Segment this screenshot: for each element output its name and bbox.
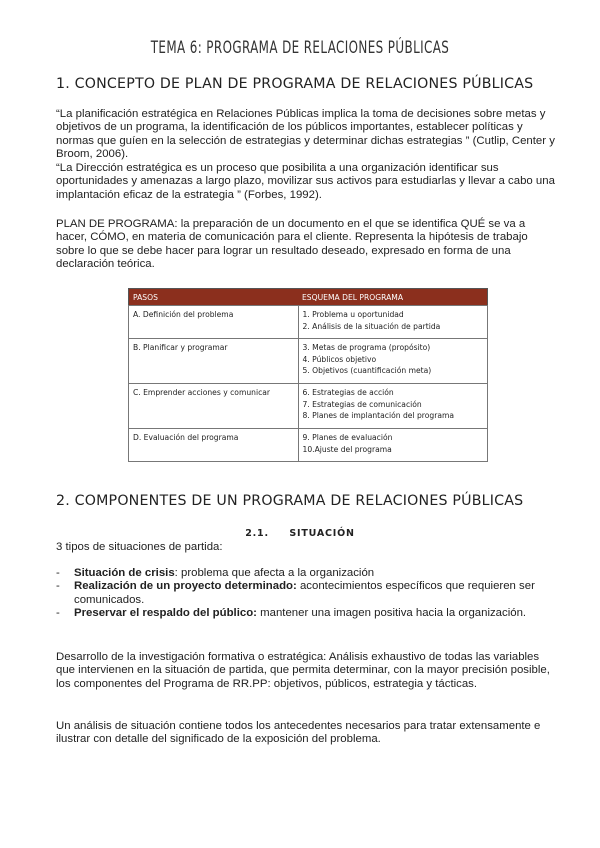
esquema-item: 2. Análisis de la situación de partida	[302, 321, 441, 331]
list-item: - Realización de un proyecto determinado: acontecimientos específicos que requieren ser comunicados.	[56, 580, 535, 606]
table-row	[129, 339, 488, 384]
esquema-item: 5. Objetivos (cuantificación meta)	[302, 366, 432, 375]
quote-cutlip: “La planificación estratégica en Relaciones Públicas implica la toma de decisiones sobre metas y objetivos de un programa, la identificación de los públicos importantes, establecer políticas y normas que guíen en la selección de estrategias y determinar dichas estrategias ” (Cutlip, Center y Broom, 2006).	[56, 108, 555, 161]
table-header-pasos: PASOS	[129, 289, 299, 306]
subsection-heading	[0, 528, 600, 539]
esquema-item: 8. Planes de implantación del programa	[302, 411, 455, 420]
table-cell-esquema	[298, 339, 488, 384]
esquema-item: 7. Estrategias de comunicación	[302, 399, 422, 409]
table-cell-esquema	[298, 429, 488, 462]
table-row	[129, 384, 488, 429]
formative-research-paragraph: Desarrollo de la investigación formativa o estratégica: Análisis exhaustivo de todas las variables que intervienen en la situación de partida, que permita determinar, con la mayor precisión posible, los componentes del Programa de RR.PP: objetivos, públicos, estrategia y tácticas.	[56, 651, 550, 690]
item-term: Realización de un proyecto determinado:	[74, 580, 297, 593]
program-plan-definition: PLAN DE PROGRAMA: la preparación de un documento en el que se identifica QUÉ se va a hacer, CÓMO, en materia de comunicación para el cliente. Representa la hipótesis de trabajo sobre lo que se debe hacer para lograr un resultado deseado, expresado en forma de una declaración teórica.	[56, 218, 528, 271]
item-text: mantener una imagen positiva hacia la organización.	[260, 607, 527, 620]
esquema-item: 1. Problema u oportunidad	[302, 310, 404, 319]
table-row	[129, 429, 488, 462]
table-cell-paso: D. Evaluación del programa	[129, 429, 299, 462]
situation-analysis-paragraph: Un análisis de situación contiene todos los antecedentes necesarios para tratar extensamente e ilustrar con detalle del significado de la exposición del problema.	[56, 720, 541, 746]
esquema-item: 6. Estrategias de acción	[302, 388, 394, 397]
list-item: - Situación de crisis: problema que afecta a la organización	[56, 567, 375, 579]
page-title: TEMA 6: PROGRAMA DE RELACIONES PÚBLICAS	[150, 38, 450, 58]
esquema-item: 4. Públicos objetivo	[302, 354, 377, 364]
table-cell-paso: A. Definición del problema	[129, 306, 299, 339]
item-term: Situación de crisis	[74, 567, 175, 579]
esquema-item: 10.Ajuste del programa	[302, 444, 392, 454]
table-cell-esquema	[298, 384, 488, 429]
item-text: problema que afecta a la organización	[181, 567, 375, 579]
table-cell-paso: C. Emprender acciones y comunicar	[129, 384, 299, 429]
situations-intro: 3 tipos de situaciones de partida:	[56, 541, 223, 553]
esquema-item: 3. Metas de programa (propósito)	[302, 343, 431, 352]
table-cell-paso: B. Planificar y programar	[129, 339, 299, 384]
item-term: Preservar el respaldo del público:	[74, 607, 257, 620]
situations-list	[56, 567, 566, 621]
table-row	[129, 306, 488, 339]
quote-forbes: “La Dirección estratégica es un proceso que posibilita a una organización identificar sus oportunidades y amenazas a largo plazo, movilizar sus activos para estudiarlas y llevar a cabo una implantación eficaz de la estrategia ” (Forbes, 1992).	[56, 162, 555, 201]
program-steps-table	[128, 288, 488, 462]
list-item: - Preservar el respaldo del público: mantener una imagen positiva hacia la organización.	[56, 607, 527, 620]
item-text: acontecimientos específicos que requieren ser comunicados.	[74, 580, 535, 606]
subsection-number: 2.1.	[245, 528, 269, 539]
subsection-title: SITUACIÓN	[289, 528, 355, 539]
table-header-esquema: ESQUEMA DEL PROGRAMA	[298, 289, 488, 306]
esquema-item: 9. Planes de evaluación	[302, 433, 393, 442]
table-cell-esquema	[298, 306, 488, 339]
section-2-heading: 2. COMPONENTES DE UN PROGRAMA DE RELACIONES PÚBLICAS	[56, 493, 524, 509]
section-1-heading: 1. CONCEPTO DE PLAN DE PROGRAMA DE RELACIONES PÚBLICAS	[56, 76, 534, 92]
